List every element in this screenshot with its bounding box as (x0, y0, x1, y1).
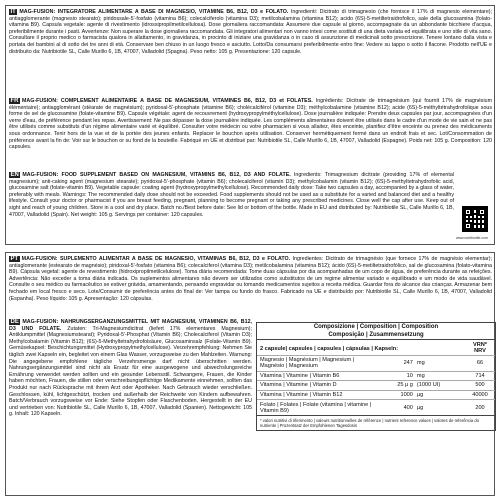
heading-de: MAG-FUSION: NAHRUNGSERGÄNZUNGSMITTEL MIT MAGNESIUM, VITAMINEN B6, B12, D3 UND FOLATE. (9, 319, 252, 332)
label-text-it (9, 9, 492, 95)
body-en: Ingredients: Trimagnesium dicitrate (providing 17% of elemental magnesium); anti-caking agent (magnesium stearate); pyridoxal-5'-phosphate (vitamin B6); cholecalciferol (vitamin D3); methylcobalamin (vitamin B12); (6S)-5-methyltetrahydrofolic acid, glucosamine salt (folate-vitamin B9). Vegetable capsule: coating agent (hydroxypropylmethylcellulose). Recommended daily dose: Take two capsules a day, accompanied by a glass of water, preferably with meals. Warnings: The recommended daily dose should not be exceeded. Food supplements should not be used as a substitute for a varied and balanced diet and a healthy lifestyle. Consult your doctor or pharmacist if you are breast feeding, pregnant, planning to become pregnant or taking any prescribed medicines. Close well the cap after use. Keep out of sight and reach of young children. Store in a cool and dry place. Batch no./Best before date: See lid or bottom of the bottle. Made in EU and distributed by: Nutribiotile SL, Calle Murillo 6, 1B, 47007, Valladolid (Spain). Net weight: 105 g. Servings per container: 120 capsules. (9, 172, 454, 218)
composition-row (257, 381, 495, 391)
label-text-de (9, 319, 252, 494)
composition-title (257, 323, 495, 340)
label-panel-bottom (5, 252, 495, 496)
heading-pt: MAG-FUSION: SUPLEMENTO ALIMENTAR A BASE DE MAGNÉSIO, VITAMINAS B6, B12, D3 e FOLATO. (21, 256, 291, 262)
body-pt: Ingredientes: Dicitrato de trimagnésio (que fornece 17% de magnésio elementar); antiaglomerante (estearato de magnésio); piridoxal-5'-fosfato (vitamina B6); colecalciferol (vitamina D3); metilcobalamina (vitamina B12); ácido (6S)-5-metiltetraidrofólico, sal de glucosamina (folato-vitamina B9). Cápsula vegetal: agente de revestimento (hidroxipropilmetilcelulose). Toma diária recomendada: Tome duas cápsulas por dia acompanhadas de um copo de água, de preferência durante as refeições. Advertência: Não exceder a toma diária indicada. Os suplementos alimentares não devem ser utilizados como substitutos de um regime alimentar variado e equilibrado e um modo de vida saudável. Consulte o seu médico ou farmacêutico se estiver grávida, amamentando, pensando engravidar ou tomando medicamentos sujeitos a receita médica. Guardar fora do alcance das crianças. Armazenar bem fechado em local fresco e seco. Lote/Consumir de preferência antes do final de: Ver tampa ou fundo do frasco. Fabricado na UE e distribuído por: Nutribiotile SL, Calle Murillo 6, 1B, 47007, Valladolid (Espanha). Peso líquido: 105 g. Apresentação: 120 cápsulas. (9, 256, 492, 302)
composition-title-line-2: Composição | Zusammensetzung (328, 332, 424, 338)
body-fr: Ingrédients: Dicitrate de trimagnésium (qui fournit 17% de magnésium élémentaire); antiagglomérant (stéarate de magnésium); pyridoxal-5'-phosphate (vitamine B6); cholécalciférol (vitamine D3); méthylcobalamine (vitamine B12); acide (6S)-5-méthyltétrahydrofolique sous forme de sel de glucosamine (folate-vitamine B9). Capsule végétale: agent de recouvrement (hydroxypropylméthylcellulose). Dose journalière indiquée: Prendre deux capsules par jour, accompagnées d'un verre d'eau, de préférence pendant les repas. Avertissement: Ne pas dépasser la dose journalière indiquée. Les compléments alimentaires doivent être utilisés dans le cadre d'un mode de vie sain et ne pas être utilisés comme substituts d'un régime alimentaire varié et équilibré. Consulter votre médecin ou votre pharmacien si vous allaitez, êtes enceinte, planifiez d'être enceinte ou prenez des médicaments sous ordonnance. Tenir hors de la vue et de la portée des jeunes enfants. Replacer le bouchon après utilisation. Conserver hermétiquement fermé dans un endroit frais et sec. Lot/Consommation de préférence avant la fin de: Voir sur le bouchon or su fond de la bouteille. Fabriqué en UE et distribué par: Nutribiotile SL, Calle Murillo 6, 1B, 47007, Valladolid (Espagne). Poids net: 105 g. Composition: 120 capsules. (9, 98, 492, 151)
language-tag-pt: PT (10, 256, 19, 262)
composition-row (257, 390, 495, 400)
composition-table (256, 322, 496, 431)
nutrient-vrn: 40000 (465, 390, 495, 400)
qr-code-icon (462, 206, 488, 232)
label-panel-top (5, 5, 495, 245)
nutrient-vrn: 500 (465, 381, 495, 391)
language-tag-de: DE (10, 319, 19, 325)
composition-title-line-1: Composizione | Composition | Composition (313, 324, 439, 330)
nutrient-unit: mg (416, 356, 465, 372)
language-tag-fr: FR (10, 98, 19, 104)
heading-fr: MAG-FUSION: COMPLÉMENT ALIMENTAIRE À BASE DE MAGNÉSIUM, VITAMINES B6, B12, D3 et FOLATES. (22, 98, 313, 104)
heading-it: MAG-FUSION: INTEGRATORE ALIMENTARE A BASE DI MAGNESIO, VITAMINE B6, B12, D3 e FOLATO. (19, 9, 289, 15)
composition-row (257, 356, 495, 372)
nutrient-unit: mg (416, 371, 465, 381)
nutrient-quantity: 10 (377, 371, 416, 381)
nutrient-name: Vitamina | Vitamine | Vitamin B12 (257, 390, 377, 400)
nutrient-quantity: 247 (377, 356, 416, 372)
composition-footnote: * valori nutritivi di riferimento | valeurs nutritionnelles de référence | nutrient reference values | valores de referência do nutriente | Prozentsatz der Empfohlenen Tagesdosis (257, 415, 495, 430)
label-text-en (9, 172, 454, 244)
composition-rows (257, 356, 495, 415)
language-tag-it: IT (10, 9, 16, 15)
composition-row (257, 371, 495, 381)
nutrient-quantity: 25 µ g (377, 381, 416, 391)
nutrient-name: Vitamina | Vitamine | Vitamin D (257, 381, 377, 391)
nutrient-unit: µg (416, 400, 465, 415)
composition-header-row (257, 340, 495, 356)
label-text-fr (9, 98, 492, 171)
nutrient-vrn: 66 (465, 356, 495, 372)
label-text-pt (9, 256, 492, 318)
nutrient-unit: µg (416, 390, 465, 400)
nutrient-vrn: 714 (465, 371, 495, 381)
heading-en: MAG-FUSION: FOOD SUPPLEMENT BASED ON MAGNESIUM, VITAMINS B6, B12, D3 AND FOLATE. (22, 172, 291, 178)
nutrient-name: Vitamina | Vitamine | Vitamin B6 (257, 371, 377, 381)
nutrient-quantity: 1000 (377, 390, 416, 400)
body-de: Zutaten: Tri-Magnesiumdicitrat (liefert 17% elementares Magnesium); Antiklumpmittel (Magnesiumstearat); Pyridoxal-5'-Phosphat (Vitamin B6); Cholecalciferol (Vitamin D3); Methylcobalamin (Vitamin B12); (6S)-5-Methyltetrahydrofolsäure, Glucosaminsalz (Folate-Vitamin B9). Gemüsekapsel: Beschichtungsmittel (Hydroxypropylmethylcellulose). Verzehrempfehlung: Nehmen Sie täglich zwei Kapseln ein, begleitet von einem Glas Wasser, vorzugsweise zu den Mahlzeiten. Warnung: Die angegebene empfohlene tägliche Verzehrsmenge darf nicht überschritten werden. Nahrungsergänzungsmittel sind nicht als Ersatz für eine ausgewogene und abwechslungsreiche Ernährung verwendet werden sollten und ein gesunder Lebensstil. Schwangere, Frauen, die Kinder haben möchten, Frauen, die stillen oder verschreibungspflichtige Medikamente einnehmen, sollten das Produkt nur nach Rücksprache mit ihrem Arzt oder Apotheker. Nach Gebrauch wieder verschließen. Geschlossen, kühl, lichtgeschützt, trocken und außerhalb der Reichweite von Kindern aufbewahren. Batch/Verbrauch vorzugsweise vor Ende: Siehe Stopfen oder Flaschenboden. Hergestellt in der EU und vertrieben von: Nutribiotile SL, Calle Murillo 6, 1B, 47007, Valladolid (Spanien). Nettogewicht: 105 g. Inhalt: 120 Kapseln. (9, 325, 252, 418)
composition-row (257, 400, 495, 415)
serving-header: 2 capsule| capsules | capsules | cápsulas | Kapseln: (260, 346, 399, 352)
nutrient-quantity: 400 (377, 400, 416, 415)
nutrient-vrn: 200 (465, 400, 495, 415)
nutrient-name: Magnesio | Magnésium | Magnesium | Magnésio | Magnesium (257, 356, 377, 372)
nutrient-unit: (1000 UI) (416, 381, 465, 391)
nutrient-name: Folato | Folates | Folate (vitamina | vitamine | Vitamin B9) (257, 400, 377, 415)
vrn-header: VRN* NRV (473, 341, 487, 354)
website-url: www.nutribiotile.com (456, 236, 488, 240)
body-it: Ingredienti: Dicitrato di trimagnesio (che fornisce il 17% di magnesio elementare); antiagglomerante (magnesio stearato); piridossale-5'-fosfato (vitamina B6); colecalciferolo (vitamina D3); metilcobalamina (vitamina B12); acido (6S)-5-metiltetraidrofolico, sale della glucosamina (folato-vitamina B9). Capsula vegetale: agente di rivestimento (idrossipropilmetilcellulosa). Dose giornaliera raccomandata: Assumere due capsule al giorno, accompagnate da un abbondante bicchiere d'acqua, preferibilmente durante i pasti. Avvertenze: Non superare la dose giornaliera raccomandata. Gli integratori alimentari non vanno intesi come sostituti di una dieta variata ed equilibrata e uno stile di vita sano. Consultare il proprio medico o farmacista qualora in allattamento, in gravidanza, in procinto di iniziare una gravidanza o in caso di assunzione di medicinali sotto prescrizione. Tenere lontano dalla vista e portata dei bambini al di sotto dei tre anni di età. Conservare ben chiuso in un luogo fresco e asciutto. Lotto/Da consumarsi preferibilmente entro fine: Vedere su tappo o sotto il flacone. Prodotto nell'UE e distribuito da: Nutribiotile SL, Calle Murillo 6, 1B, 47007, Valladolid (Spagna). Peso netto: 105 g. Presentazione: 120 capsule. (9, 9, 492, 55)
language-tag-en: EN (10, 172, 19, 178)
